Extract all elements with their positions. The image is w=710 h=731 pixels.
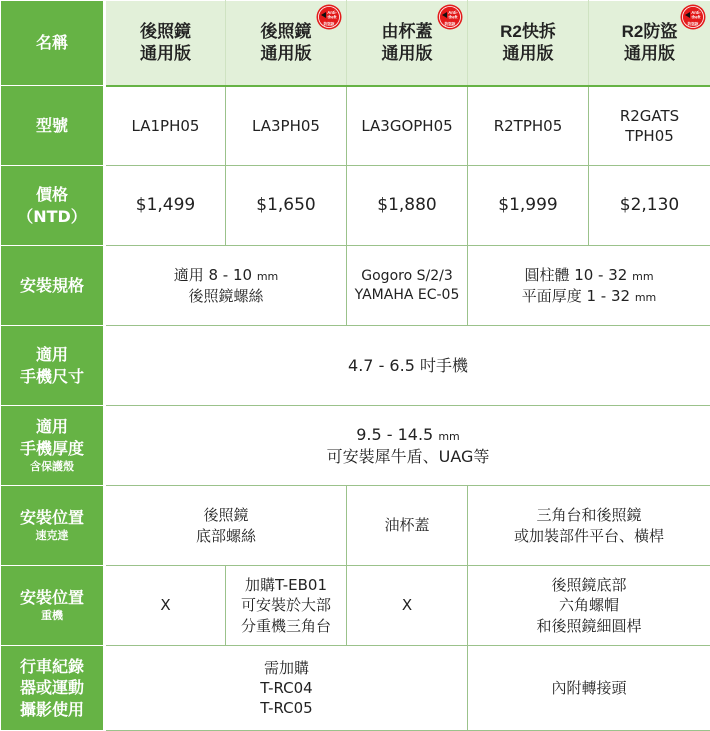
row-label-phone-size-line2: 手機尺寸 (3, 366, 101, 388)
heavy-position-value: X (160, 596, 170, 614)
model-cell (105, 86, 226, 166)
heavy-position-line3: 分重機三角台 (228, 616, 344, 636)
product-header-2 (226, 1, 347, 86)
heavy-position-line1: 加購T-EB01 (228, 575, 344, 595)
product-name-line2: 通用版 (349, 43, 465, 65)
model-value-line2: TPH05 (591, 126, 708, 146)
scooter-position-cup-cell (347, 486, 468, 566)
recorder-line2: T-RC04 (108, 678, 465, 698)
product-name-prefix: R2 (500, 22, 522, 41)
row-label-price (1, 166, 105, 246)
install-position-scooter-row (1, 486, 710, 566)
product-name-prefix: R2 (622, 22, 644, 41)
price-value: $1,880 (377, 195, 436, 215)
model-cell (226, 86, 347, 166)
svg-text:防盜款: 防盜款 (445, 21, 456, 26)
recorder-included-cell (468, 646, 710, 731)
anti-theft-badge-icon (437, 4, 463, 30)
model-cell (589, 86, 710, 166)
install-spec-line2: YAMAHA EC-05 (349, 286, 465, 305)
price-value: $1,650 (256, 195, 315, 215)
phone-thickness-line2: 可安裝犀牛盾、UAG等 (108, 446, 708, 468)
row-label-install-spec-text: 安裝規格 (20, 276, 84, 295)
install-spec-line1 (108, 265, 344, 285)
install-spec-row (1, 246, 710, 326)
row-label-install-position-scooter-sub: 速克達 (3, 529, 101, 544)
model-row (1, 86, 710, 166)
price-value: $1,999 (498, 195, 557, 215)
svg-text:Anti-: Anti- (691, 10, 701, 15)
heavy-position-line3: 和後照鏡細圓桿 (470, 616, 708, 636)
product-header-5 (589, 1, 710, 86)
product-name-main: 快拆 (522, 22, 556, 42)
row-label-install-position-scooter (1, 486, 105, 566)
unit-mm: mm (257, 270, 278, 283)
model-value: LA1PH05 (132, 117, 200, 135)
row-label-model (1, 86, 105, 166)
install-spec-line2: 後照鏡螺絲 (108, 286, 344, 306)
price-value: $2,130 (620, 195, 679, 215)
row-label-install-position-heavy-sub: 重機 (3, 609, 101, 624)
install-spec-line1 (470, 265, 708, 285)
price-row (1, 166, 710, 246)
heavy-position-line2: 可安裝於大部 (228, 595, 344, 615)
row-label-phone-thickness-sub: 含保護殼 (3, 460, 101, 475)
scooter-position-r2-cell (468, 486, 710, 566)
install-spec-range: 平面厚度 1 - 32 (522, 287, 630, 305)
phone-size-cell (105, 326, 710, 406)
install-spec-range: 圓柱體 10 - 32 (524, 266, 627, 284)
heavy-position-cell (226, 566, 347, 646)
phone-thickness-cell (105, 406, 710, 486)
install-position-heavy-row (1, 566, 710, 646)
scooter-position-line1: 三角台和後照鏡 (470, 505, 708, 525)
row-label-phone-size-line1: 適用 (3, 344, 101, 366)
svg-text:theft: theft (691, 15, 701, 20)
install-spec-range: 適用 8 - 10 (174, 266, 252, 284)
price-cell (347, 166, 468, 246)
price-cell (226, 166, 347, 246)
product-header-3 (347, 1, 468, 86)
row-label-model-text: 型號 (36, 116, 68, 135)
anti-theft-badge-icon (680, 4, 706, 30)
phone-thickness-range: 9.5 - 14.5 (356, 425, 433, 444)
product-name-line1 (470, 21, 586, 43)
svg-text:防盜款: 防盜款 (324, 21, 335, 26)
phone-thickness-row (1, 406, 710, 486)
product-name-line1: 由杯蓋 (349, 21, 465, 43)
phone-thickness-line1 (108, 424, 708, 446)
model-value: LA3GOPH05 (361, 117, 452, 135)
scooter-position-line2: 底部螺絲 (108, 526, 344, 546)
svg-text:Anti-: Anti- (327, 10, 337, 15)
row-label-install-spec (1, 246, 105, 326)
product-name-main: 防盜 (643, 22, 677, 42)
model-cell (468, 86, 589, 166)
price-value: $1,499 (136, 195, 195, 215)
install-spec-line2 (470, 286, 708, 306)
row-label-install-position-heavy-text: 安裝位置 (3, 587, 101, 609)
row-label-name-text: 名稱 (36, 33, 68, 52)
model-value: R2TPH05 (494, 117, 563, 135)
svg-text:Anti-: Anti- (448, 10, 458, 15)
recorder-line1: 需加購 (108, 658, 465, 678)
phone-size-row (1, 326, 710, 406)
recorder-row (1, 646, 710, 731)
svg-text:theft: theft (327, 15, 337, 20)
install-spec-r2-cell (468, 246, 710, 326)
row-label-price-line2: （NTD） (3, 206, 101, 228)
row-label-recorder (1, 646, 105, 731)
phone-size-value: 4.7 - 6.5 吋手機 (348, 356, 468, 375)
heavy-position-cell (347, 566, 468, 646)
model-value: LA3PH05 (252, 117, 320, 135)
row-label-recorder-line3: 攝影使用 (3, 699, 101, 721)
product-name-line1: 後照鏡 (228, 21, 344, 43)
row-label-recorder-line1: 行車紀錄 (3, 656, 101, 678)
svg-text:防盜款: 防盜款 (688, 21, 699, 26)
recorder-addon-cell (105, 646, 468, 731)
svg-text:theft: theft (448, 15, 458, 20)
scooter-position-line1: 後照鏡 (108, 505, 344, 525)
scooter-position-line2: 或加裝部件平台、橫桿 (470, 526, 708, 546)
heavy-position-line1: 後照鏡底部 (470, 575, 708, 595)
heavy-position-r2-cell (468, 566, 710, 646)
product-header-4 (468, 1, 589, 86)
row-label-phone-thickness-line1: 適用 (3, 416, 101, 438)
product-name-line2: 通用版 (591, 43, 708, 65)
price-cell (589, 166, 710, 246)
recorder-value: 內附轉接頭 (551, 679, 626, 697)
row-label-recorder-line2: 器或運動 (3, 677, 101, 699)
row-label-phone-thickness-line2: 手機厚度 (3, 438, 101, 460)
heavy-position-value: X (402, 596, 412, 614)
scooter-position-mirror-cell (105, 486, 347, 566)
scooter-position-value: 油杯蓋 (384, 516, 429, 534)
recorder-line3: T-RC05 (108, 698, 465, 718)
product-name-line2: 通用版 (108, 43, 223, 65)
unit-mm: mm (635, 291, 656, 304)
row-label-price-line1: 價格 (3, 184, 101, 206)
row-label-phone-size (1, 326, 105, 406)
row-label-install-position-scooter-text: 安裝位置 (3, 507, 101, 529)
product-header-1 (105, 1, 226, 86)
product-name-line1: 後照鏡 (108, 21, 223, 43)
model-value-line1: R2GATS (591, 106, 708, 126)
row-label-install-position-heavy (1, 566, 105, 646)
install-spec-mirror-cell (105, 246, 347, 326)
product-name-line2: 通用版 (470, 43, 586, 65)
model-cell (347, 86, 468, 166)
product-name-line2: 通用版 (228, 43, 344, 65)
row-label-name (1, 1, 105, 86)
row-label-phone-thickness (1, 406, 105, 486)
anti-theft-badge-icon (316, 4, 342, 30)
heavy-position-line2: 六角螺帽 (470, 595, 708, 615)
header-row (1, 1, 710, 86)
price-cell (468, 166, 589, 246)
price-cell (105, 166, 226, 246)
unit-mm: mm (632, 270, 653, 283)
install-spec-line1: Gogoro S/2/3 (349, 267, 465, 286)
install-spec-cup-cell (347, 246, 468, 326)
unit-mm: mm (438, 430, 459, 443)
heavy-position-cell (105, 566, 226, 646)
